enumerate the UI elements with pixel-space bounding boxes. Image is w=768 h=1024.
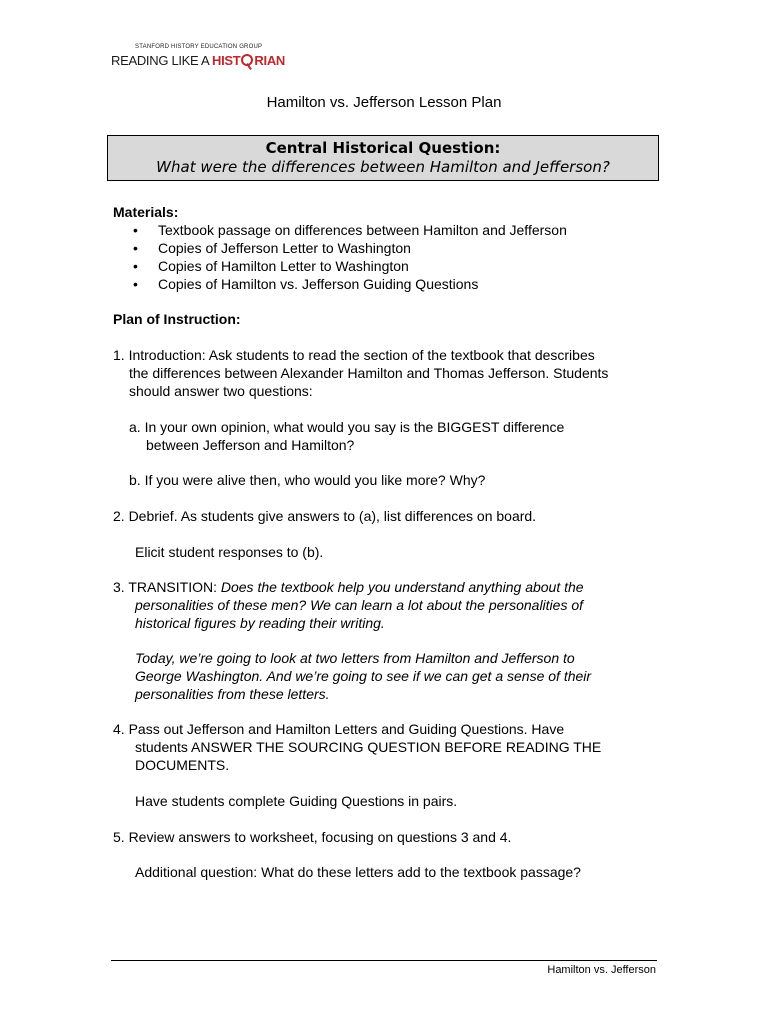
magnifying-glass-icon — [241, 54, 253, 66]
logo-text-2: HIST — [212, 53, 241, 68]
step3-line-3: historical figures by reading their writing. — [135, 615, 385, 631]
footer-divider — [111, 960, 657, 961]
step4-pairs: Have students complete Guiding Questions in pairs. — [135, 793, 458, 809]
central-question-heading: Central Historical Question: — [265, 139, 501, 157]
logo-wordmark — [111, 53, 285, 68]
logo-text-3: RIAN — [254, 53, 285, 68]
step1-line-3: should answer two questions: — [129, 383, 313, 399]
list-item: • Copies of Jefferson Letter to Washington — [133, 239, 567, 257]
step1a-line-2: between Jefferson and Hamilton? — [146, 437, 355, 453]
step4-line-1: 4. Pass out Jefferson and Hamilton Letters and Guiding Questions. Have — [113, 721, 565, 737]
step3-today-line-1: Today, we’re going to look at two letters from Hamilton and Jefferson to — [135, 650, 575, 666]
step5-line: 5. Review answers to worksheet, focusing on questions 3 and 4. — [113, 829, 512, 845]
list-item: • Copies of Hamilton Letter to Washington — [133, 257, 567, 275]
step3-line-2: personalities of these men? We can learn a lot about the personalities of — [135, 597, 584, 613]
step2-elicit: Elicit student responses to (b). — [135, 544, 324, 560]
logo-org-name: STANFORD HISTORY EDUCATION GROUP — [135, 44, 263, 50]
central-question-box — [107, 135, 659, 181]
step3-question: Does the textbook help you understand anything about the — [220, 579, 584, 595]
step3-today-line-2: George Washington. And we’re going to see if we can get a sense of their — [135, 668, 592, 684]
step5-additional: Additional question: What do these letters add to the textbook passage? — [135, 864, 581, 880]
step1-line-1: 1. Introduction: Ask students to read the section of the textbook that describes — [113, 347, 595, 363]
step1a-line-1: a. In your own opinion, what would you say is the BIGGEST difference — [129, 419, 565, 435]
step3-line-1 — [113, 578, 584, 596]
step2-line: 2. Debrief. As students give answers to (a), list differences on board. — [113, 508, 537, 524]
logo — [111, 44, 285, 74]
list-item: • Copies of Hamilton vs. Jefferson Guiding Questions — [133, 275, 567, 293]
materials-heading: Materials: — [113, 204, 179, 220]
logo-text-1: READING LIKE A — [111, 53, 212, 68]
list-item: • Textbook passage on differences between Hamilton and Jefferson — [133, 221, 567, 239]
step1-line-2: the differences between Alexander Hamilton and Thomas Jefferson. Students — [129, 365, 609, 381]
step1b-line: b. If you were alive then, who would you like more? Why? — [129, 472, 486, 488]
step3-label: 3. TRANSITION: — [113, 579, 221, 595]
step4-line-3: DOCUMENTS. — [135, 757, 230, 773]
step4-line-2: students ANSWER THE SOURCING QUESTION BEFORE READING THE — [135, 739, 602, 755]
step3-today-line-3: personalities from these letters. — [135, 686, 330, 702]
footer-text: Hamilton vs. Jefferson — [547, 964, 656, 976]
document-title: Hamilton vs. Jefferson Lesson Plan — [266, 94, 502, 111]
plan-heading: Plan of Instruction: — [113, 311, 241, 327]
materials-list — [133, 221, 567, 293]
central-question-text: What were the differences between Hamilton and Jefferson? — [156, 158, 610, 176]
